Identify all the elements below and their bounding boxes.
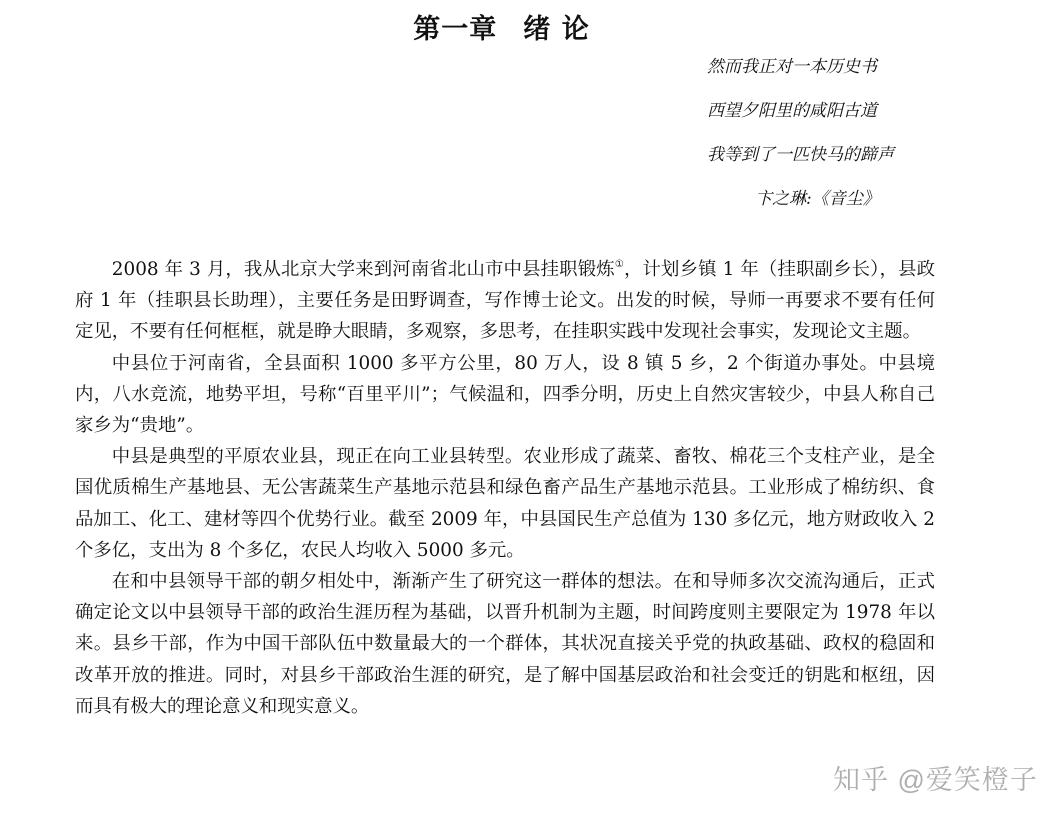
- chapter-heading: 绪 论: [523, 14, 590, 45]
- epigraph-line: 西望夕阳里的咸阳古道: [707, 101, 877, 121]
- chapter-number: 第一章: [413, 14, 498, 45]
- paragraph: [75, 254, 935, 348]
- footnote-marker[interactable]: ①: [614, 259, 624, 270]
- epigraph-line: 然而我正对一本历史书: [707, 57, 877, 77]
- paragraph: 在和中县领导干部的朝夕相处中，渐渐产生了研究这一群体的想法。在和导师多次交流沟通后，正式确定论文以中县领导干部的政治生涯历程为基础，以晋升机制为主题，时间跨度则主要限定为 1978 年以来。县乡干部，作为中国干部队伍中数量最大的一个群体，其状况直接关乎党的执政基础、政权的稳固和改革开放的推进。同时，对县乡干部政治生涯的研究，是了解中国基层政治和社会变迁的钥匙和枢纽，因而具有极大的理论意义和现实意义。: [75, 571, 935, 717]
- epigraph-attribution: 卞之琳:《音尘》: [755, 189, 880, 209]
- paragraph-text: 2008 年 3 月，我从北京大学来到河南省北山市中县挂职锻炼: [111, 259, 615, 280]
- chapter-title: [0, 12, 1003, 48]
- paragraph: 中县是典型的平原农业县，现正在向工业县转型。农业形成了蔬菜、畜牧、棉花三个支柱产业，是全国优质棉生产基地县、无公害蔬菜生产基地示范县和绿色畜产品生产基地示范县。工业形成了棉纺织、食品加工、化工、建材等四个优势行业。截至 2009 年，中县国民生产总值为 130 多亿元，地方财政收入 2 个多亿，支出为 8 个多亿，农民人均收入 5000 多元。: [75, 446, 935, 561]
- paragraph: 中县位于河南省，全县面积 1000 多平方公里，80 万人，设 8 镇 5 乡，2 个街道办事处。中县境内，八水竞流，地势平坦，号称“百里平川”；气候温和，四季分明，历史上自然灾害较少，中县人称自己家乡为“贵地”。: [75, 352, 935, 437]
- epigraph-line: 我等到了一匹快马的蹄声: [707, 145, 894, 165]
- paragraph-text: ，计划乡镇 1 年（挂职副乡长），县政府 1 年（挂职县长助理），主要任务是田野调查，写作博士论文。出发的时候，导师一再要求不要有任何定见，不要有任何框框，就是睁大眼睛，多观察，多思考，在挂职实践中发现社会事实，发现论文主题。: [75, 259, 935, 343]
- epigraph: [707, 55, 1007, 211]
- body-text: [75, 254, 935, 722]
- watermark: 知乎 @爱笑橙子: [833, 765, 1038, 795]
